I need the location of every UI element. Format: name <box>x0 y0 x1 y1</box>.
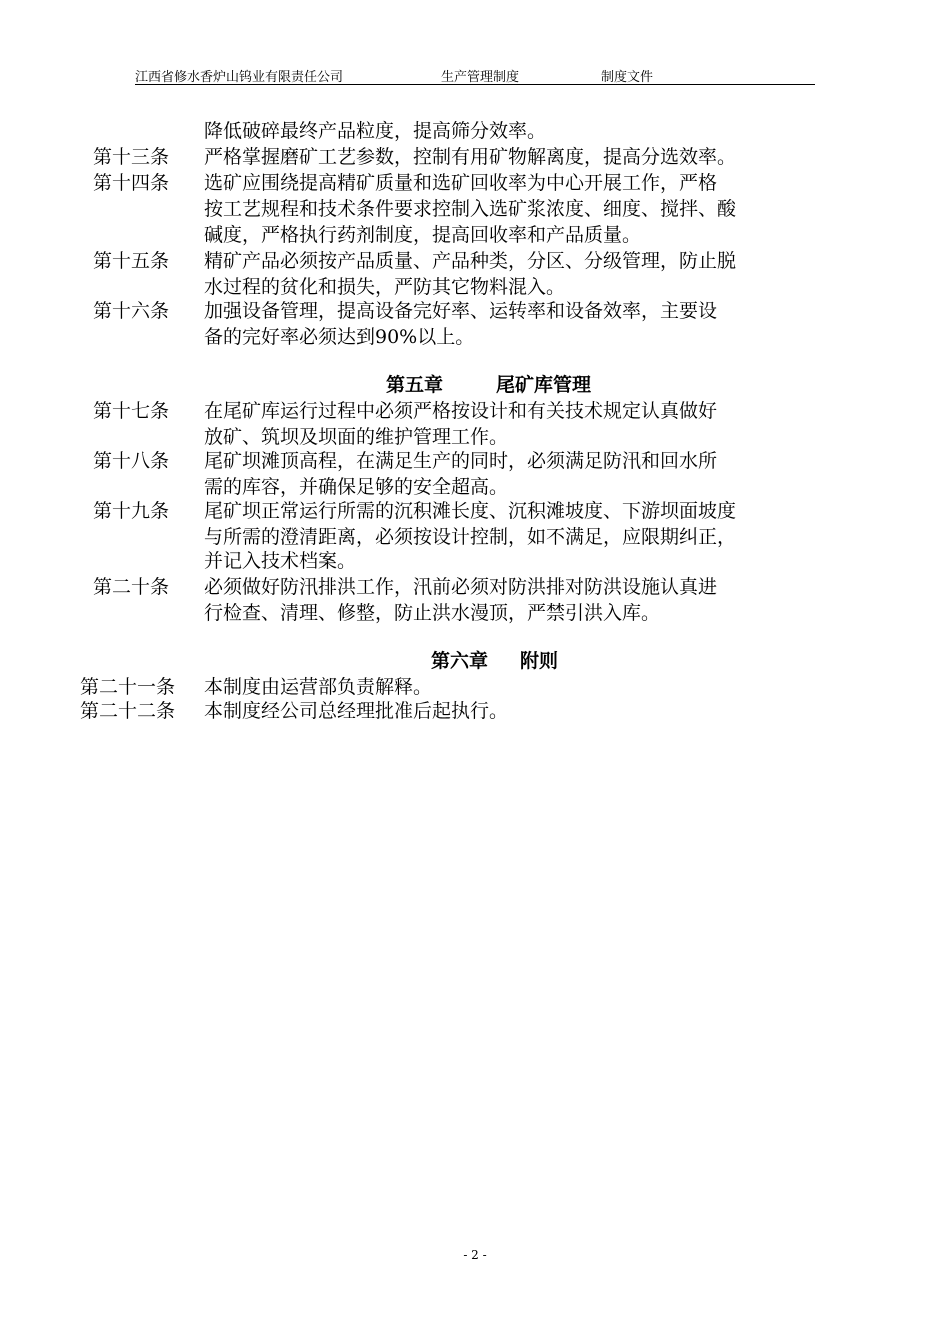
chapter-title: 尾矿库管理 <box>496 374 592 396</box>
article-text: 备的完好率必须达到90%以上。 <box>204 326 475 348</box>
article-text: 选矿应围绕提高精矿质量和选矿回收率为中心开展工作，严格 <box>204 172 718 194</box>
article-label: 第二十一条 <box>80 676 176 698</box>
article-text: 放矿、筑坝及坝面的维护管理工作。 <box>204 426 509 448</box>
header-title: 生产管理制度 <box>441 70 520 85</box>
article-text: 必须做好防汛排洪工作，汛前必须对防洪排对防洪设施认真进 <box>204 576 718 598</box>
header-company: 江西省修水香炉山钨业有限责任公司 <box>135 70 344 85</box>
article-text: 按工艺规程和技术条件要求控制入选矿浆浓度、细度、搅拌、酸 <box>204 198 737 220</box>
article-text: 尾矿坝滩顶高程，在满足生产的同时，必须满足防汛和回水所 <box>204 450 718 472</box>
article-label: 第十七条 <box>93 400 170 422</box>
article-text: 加强设备管理，提高设备完好率、运转率和设备效率，主要设 <box>204 300 718 322</box>
article-text: 精矿产品必须按产品质量、产品种类，分区、分级管理，防止脱 <box>204 250 737 272</box>
page-number: - 2 - <box>463 1248 487 1262</box>
article-label: 第十九条 <box>93 500 170 522</box>
article-text: 严格掌握磨矿工艺参数，控制有用矿物解离度，提高分选效率。 <box>204 146 737 168</box>
chapter-title: 附则 <box>520 650 559 672</box>
article-label: 第十四条 <box>93 172 170 194</box>
article-text: 水过程的贫化和损失，严防其它物料混入。 <box>204 276 566 298</box>
article-text: 在尾矿库运行过程中必须严格按设计和有关技术规定认真做好 <box>204 400 718 422</box>
header-doc-type: 制度文件 <box>601 70 654 85</box>
article-text: 与所需的澄清距离，必须按设计控制，如不满足，应限期纠正， <box>204 526 737 548</box>
article-text: 碱度，严格执行药剂制度，提高回收率和产品质量。 <box>204 224 642 246</box>
chapter-number: 第五章 <box>386 374 444 396</box>
chapter-number: 第六章 <box>431 650 489 672</box>
article-label: 第十三条 <box>93 146 170 168</box>
intro-line: 降低破碎最终产品粒度，提高筛分效率。 <box>204 120 547 142</box>
article-text: 需的库容，并确保足够的安全超高。 <box>204 476 509 498</box>
article-text: 本制度由运营部负责解释。 <box>204 676 433 698</box>
article-label: 第二十二条 <box>80 700 176 722</box>
article-text: 行检查、清理、修整，防止洪水漫顶，严禁引洪入库。 <box>204 602 661 624</box>
article-label: 第二十条 <box>93 576 170 598</box>
article-label: 第十六条 <box>93 300 170 322</box>
article-label: 第十八条 <box>93 450 170 472</box>
article-text: 尾矿坝正常运行所需的沉积滩长度、沉积滩坡度、下游坝面坡度 <box>204 500 737 522</box>
article-label: 第十五条 <box>93 250 170 272</box>
article-text: 并记入技术档案。 <box>204 550 357 572</box>
article-text: 本制度经公司总经理批准后起执行。 <box>204 700 509 722</box>
page-header <box>135 64 815 85</box>
